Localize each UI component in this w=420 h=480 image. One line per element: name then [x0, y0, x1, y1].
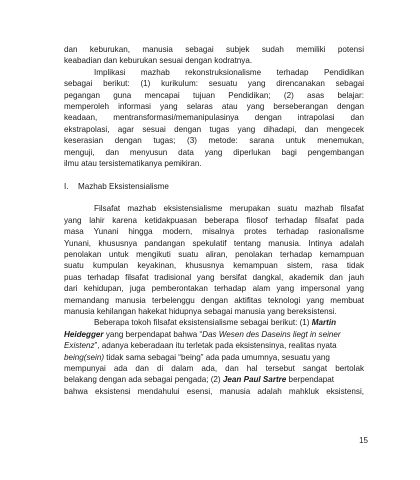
text-run: berpendapat	[286, 375, 335, 385]
text-line: bahwa eksistensi mendahului esensi, manusia adalah mahkluk eksistensi,	[64, 386, 364, 396]
text-line: memperoleh informasi yang selaras atau yang berseberangan dengan	[64, 101, 364, 111]
text-run: , adanya keberadaan itu terletak pada eksistensinya, realitas nyata	[97, 341, 337, 351]
text-line: ekstrapolasi, agar sesuai dengan tugas yang dihadapi, dan mengecek	[64, 124, 364, 134]
section-heading	[64, 181, 364, 192]
text-line: dan keburukan, manusia sebagai subjek sudah memiliki potensi	[64, 45, 364, 54]
text-line: masa Yunani hingga modern, misalnya protes terhadap rasionalisme	[64, 227, 364, 237]
spacer	[64, 169, 364, 180]
author-name: Jean Paul Sartre	[222, 375, 287, 385]
text-line: dari kehidupan, juga pemberontakan terhadap alam yang impersonal yang	[64, 284, 364, 294]
text-line: suatu kumpulan keyakinan, khususnya kemampuan sistem, rasa tidak	[64, 261, 364, 271]
text-line: manusia kehilangan hakekat hidupnya sebagai manusia yang bereksistensi.	[64, 306, 337, 316]
text-line	[64, 329, 364, 340]
text-line: Yunani, khususnya pandangan spekulatif tentang manusia. Intinya adalah	[64, 238, 364, 248]
quote-text: Das Wesen des Daseins liegt in seiner	[202, 329, 341, 339]
text-run: tidak sama sebagai “being” ada pada umumnya, sesuatu yang	[104, 352, 330, 362]
text-run: Beberapa tokoh filsafat eksistensialisme sebagai berikut: (1)	[94, 318, 312, 328]
body-text	[64, 44, 364, 397]
term-text: being(sein)	[64, 352, 105, 362]
text-run: yang berpendapat bahwa “	[103, 329, 203, 339]
section-number: I.	[64, 181, 69, 191]
text-line	[64, 340, 364, 351]
text-line: keabadian dan keburukan sesuai dengan kodratnya.	[64, 56, 253, 66]
text-line: pegangan guna mencapai tujuan Pendidikan; (2) asas belajar:	[64, 90, 364, 100]
text-line: Implikasi mazhab rekonstruksionalisme terhadap Pendidikan	[94, 67, 364, 77]
author-name: Heidegger	[64, 329, 104, 339]
text-line: ilmu atau tersistematikanya pemikiran.	[64, 158, 202, 168]
text-run: belakang dengan ada sebagai pengada; (2)	[64, 375, 223, 385]
section-title: Mazhab Eksistensialisme	[78, 181, 169, 191]
text-line: keadaan, mentransformasi/memanipulasinya dengan intrapolasi dan	[64, 113, 364, 123]
text-line: memandang manusia terbelenggu dengan aktifitas teknologi yang membuat	[64, 295, 364, 305]
text-line: sebagai berikut: (1) kurikulum: sesuatu yang direncanakan sebagai	[64, 79, 364, 89]
text-line: mempunyai ada dan di dalam ada, dan hal tersebut sangat bertolak	[64, 363, 364, 373]
spacer	[64, 192, 364, 203]
text-line: yang lahir karena ketidakpuasan beberapa filosof terhadap filsafat pada	[64, 215, 364, 225]
text-line: penolakan untuk mengikuti suatu aliran, penolakan terhadap kemampuan	[64, 250, 364, 260]
text-line	[64, 317, 364, 328]
page-number: 15	[359, 436, 368, 445]
text-run: ”	[94, 341, 98, 351]
text-line: keserasian dengan tugas; (3) metode: sarana untuk menemukan,	[64, 136, 364, 146]
text-line: puas terhadap filsafat tradisional yang bersifat dangkal, akademik dan jauh	[64, 272, 364, 282]
text-line	[64, 374, 364, 385]
text-line: Filsafat mazhab eksistensialisme merupakan suatu mazhab filsafat	[94, 204, 364, 214]
text-line: menguji, dan menyusun data yang diperlukan bagi pengembangan	[64, 147, 364, 157]
author-name: Martin	[311, 318, 337, 328]
quote-text: Existenz	[64, 341, 95, 351]
text-line	[64, 352, 364, 363]
